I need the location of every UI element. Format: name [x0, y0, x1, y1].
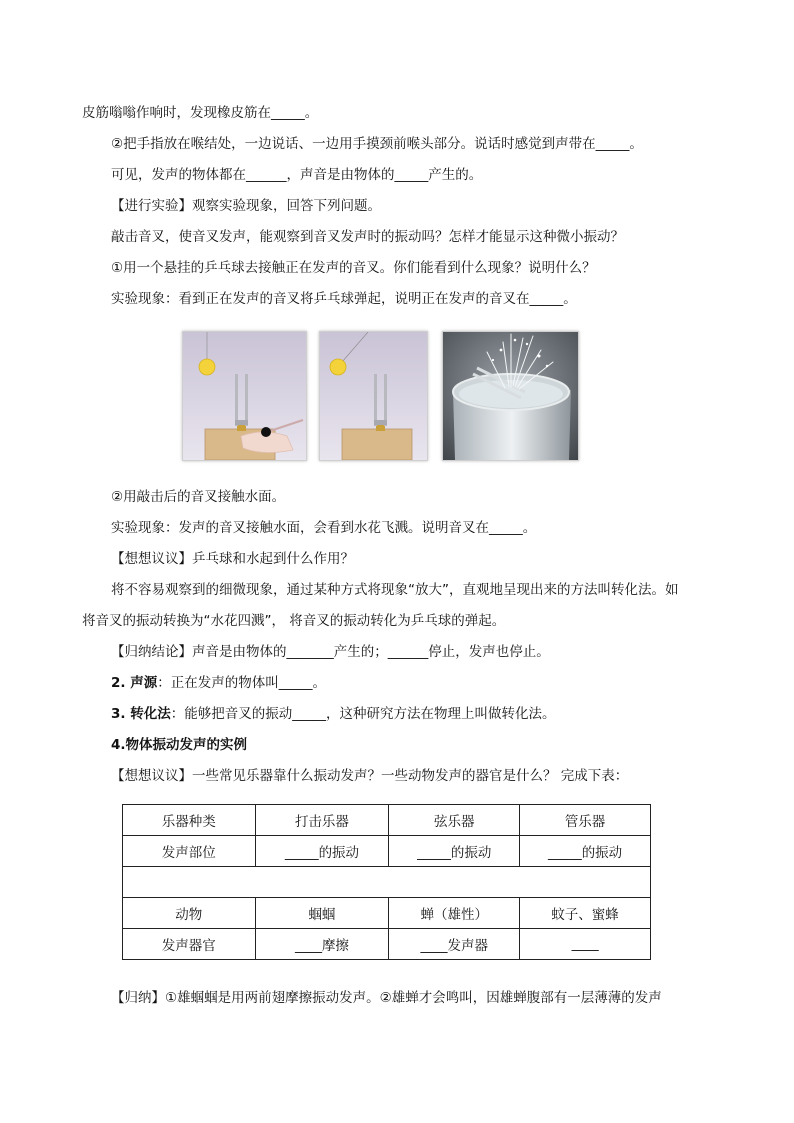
photo-tuning-fork-ball-strike — [182, 331, 307, 461]
text-line: ②用敲击后的音叉接触水面。 — [111, 489, 286, 505]
table-cell: _____的振动 — [520, 836, 651, 867]
text-line: ②把手指放在喉结处，一边说话、一边用手摸颈前喉头部分。说话时感觉到声带在_____。 — [111, 136, 643, 152]
table-cell: _____的振动 — [255, 836, 389, 867]
table-cell: 蝈蝈 — [255, 898, 389, 929]
text-line-conversion-method — [111, 704, 555, 724]
table-row-empty — [123, 867, 651, 898]
table-cell: 发声部位 — [123, 836, 256, 867]
table-cell: _____的振动 — [389, 836, 520, 867]
table-cell: ____ — [520, 929, 651, 960]
item-number-label: 2. 声源 — [111, 675, 158, 691]
text-line: 可见，发声的物体都在______，声音是由物体的_____产生的。 — [111, 167, 483, 183]
table-cell: 乐器种类 — [123, 805, 256, 836]
text-line: ①用一个悬挂的乒乓球去接触正在发声的音叉。你们能看到什么现象？说明什么？ — [111, 260, 596, 276]
item-text: ：正在发声的物体叫_____。 — [157, 675, 326, 691]
text-line: 将音叉的振动转换为“水花四溅”， 将音叉的振动转化为乒乓球的弹起。 — [82, 613, 506, 629]
text-line: 实验现象：看到正在发声的音叉将乒乓球弹起，说明正在发声的音叉在_____。 — [111, 291, 577, 307]
table-cell: 蝉（雄性） — [389, 898, 520, 929]
text-line-sound-source — [111, 673, 326, 693]
item-text: ：能够把音叉的振动_____，这种研究方法在物理上叫做转化法。 — [170, 706, 556, 722]
table-cell: 发声器官 — [123, 929, 256, 960]
text-line: 【想想议议】一些常见乐器靠什么振动发声？一些动物发声的器官是什么？ 完成下表： — [111, 768, 629, 784]
table-row — [123, 805, 651, 836]
text-line: 实验现象：发声的音叉接触水面，会看到水花飞溅。说明音叉在_____。 — [111, 520, 537, 536]
table-row — [123, 898, 651, 929]
table-row — [123, 929, 651, 960]
section-title-examples: 4.物体振动发声的实例 — [111, 737, 248, 753]
section-heading-discuss: 【想想议议】乒乓球和水起到什么作用？ — [111, 551, 354, 567]
table-cell-empty — [123, 867, 651, 898]
table-cell: ____摩擦 — [255, 929, 389, 960]
photo-tuning-fork-water-splash — [442, 331, 579, 461]
section-heading-summary: 【归纳】①雄蝈蝈是用两前翅摩擦振动发声。②雄蝉才会鸣叫，因雄蝉腹部有一层薄薄的发声 — [111, 990, 662, 1006]
table-cell: ____发声器 — [389, 929, 520, 960]
section-heading-conclusion: 【归纳结论】声音是由物体的_______产生的；______停止，发声也停止。 — [111, 644, 550, 660]
table-cell: 管乐器 — [520, 805, 651, 836]
table-cell: 打击乐器 — [255, 805, 389, 836]
text-line: 将不容易观察到的细微现象，通过某种方式将现象“放大”，直观地呈现出来的方法叫转化法。如 — [111, 582, 679, 598]
item-number-label: 3. 转化法 — [111, 706, 171, 722]
sound-source-table — [122, 804, 651, 960]
table-row — [123, 836, 651, 867]
text-line: 敲击音叉，使音叉发声，能观察到音叉发声时的振动吗？怎样才能显示这种微小振动？ — [111, 229, 624, 245]
photo-tuning-fork-ball-bounce — [319, 331, 428, 461]
text-line: 皮筋嗡嗡作响时，发现橡皮筋在_____。 — [82, 105, 319, 121]
table-cell: 蚊子、蜜蜂 — [520, 898, 651, 929]
section-heading-experiment: 【进行实验】观察实验现象，回答下列问题。 — [111, 198, 381, 214]
table-cell: 动物 — [123, 898, 256, 929]
table-cell: 弦乐器 — [389, 805, 520, 836]
